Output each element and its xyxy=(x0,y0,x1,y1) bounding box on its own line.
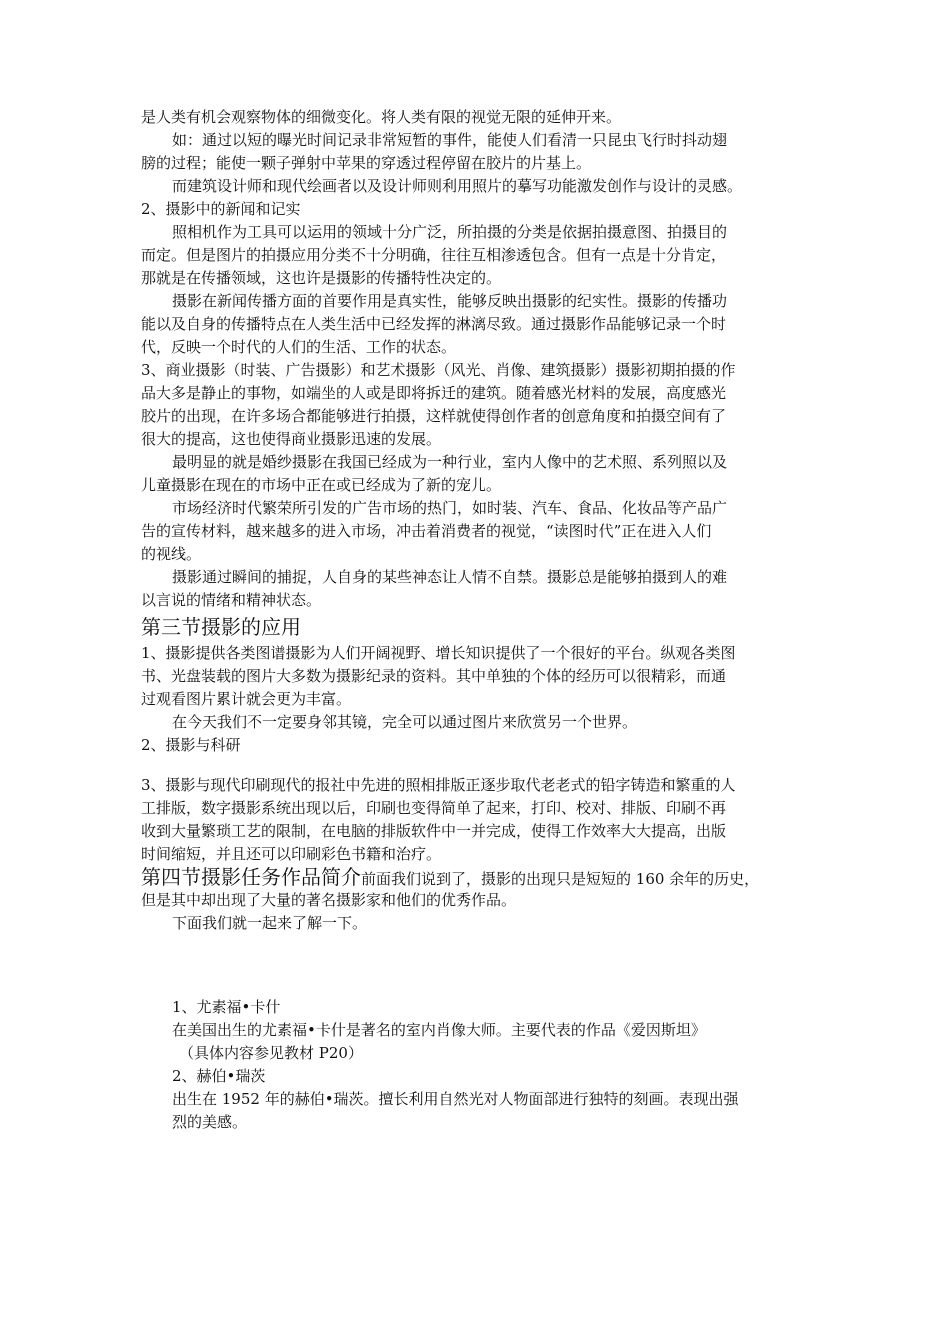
paragraph-line: 以言说的情绪和精神状态。 xyxy=(141,591,322,609)
paragraph-line: 膀的过程；能使一颗子弹射中苹果的穿透过程停留在胶片的片基上。 xyxy=(141,154,592,172)
paragraph-line: 工排版，数字摄影系统出现以后，印刷也变得简单了起来，打印、校对、排版、印刷不再 xyxy=(141,799,727,817)
paragraph-line: 的视线。 xyxy=(141,545,202,563)
section-subheading: 2、摄影中的新闻和记实 xyxy=(141,200,301,218)
paragraph-line: 在今天我们不一定要身邻其镜，完全可以通过图片来欣赏另一个世界。 xyxy=(172,713,638,731)
paragraph-line: 在美国出生的尤素福•卡什是著名的室内肖像大师。主要代表的作品《爱因斯坦》 xyxy=(172,1021,706,1039)
paragraph-line: 品大多是静止的事物，如端坐的人或是即将拆迁的建筑。随着感光材料的发展，高度感光 xyxy=(141,384,727,402)
list-item-title: 2、赫伯•瑞茨 xyxy=(172,1067,266,1085)
paragraph-line: 能以及自身的传播特点在人类生活中已经发挥的淋漓尽致。通过摄影作品能够记录一个时 xyxy=(141,315,727,333)
paragraph-line: 市场经济时代繁荣所引发的广告市场的热门，如时装、汽车、食品、化妆品等产品广 xyxy=(172,499,728,517)
paragraph-line: 代，反映一个时代的人们的生活、工作的状态。 xyxy=(141,338,457,356)
paragraph-line: 照相机作为工具可以运用的领域十分广泛，所拍摄的分类是依据拍摄意图、拍摄目的 xyxy=(172,223,728,241)
paragraph-line: 而定。但是图片的拍摄应用分类不十分明确，往往互相渗透包含。但有一点是十分肯定， xyxy=(141,246,727,264)
paragraph-line: 但是其中却出现了大量的著名摄影家和他们的优秀作品。 xyxy=(141,891,517,909)
paragraph-line: 儿童摄影在现在的市场中正在或已经成为了新的宠儿。 xyxy=(141,476,502,494)
paragraph-line: 如：通过以短的曝光时间记录非常短暂的事件，能使人们看清一只昆虫飞行时抖动翅 xyxy=(172,131,728,149)
paragraph-line: 时间缩短，并且还可以印刷彩色书籍和治疗。 xyxy=(141,845,442,863)
section-heading-line xyxy=(141,866,821,890)
paragraph-line: 最明显的就是婚纱摄影在我国已经成为一种行业，室内人像中的艺术照、系列照以及 xyxy=(172,453,728,471)
section-subheading: 3、摄影与现代印刷现代的报社中先进的照相排版正逐步取代老老式的铅字铸造和繁重的人 xyxy=(141,776,736,794)
paragraph-line: 下面我们就一起来了解一下。 xyxy=(172,914,368,932)
paragraph-line: 那就是在传播领域，这也许是摄影的传播特性决定的。 xyxy=(141,269,502,287)
list-item-title: 1、尤素福•卡什 xyxy=(172,998,281,1016)
paragraph-line: （具体内容参见教材 P20） xyxy=(179,1044,363,1062)
paragraph-line: 告的宣传材料，越来越多的进入市场，冲击着消费者的视觉，“读图时代”正在进入人们 xyxy=(141,522,712,540)
paragraph-line: 胶片的出现，在许多场合都能够进行拍摄，这样就使得创作者的创意角度和拍摄空间有了 xyxy=(141,407,727,425)
section-heading: 第三节摄影的应用 xyxy=(141,615,301,639)
paragraph-line: 很大的提高，这也使得商业摄影迅速的发展。 xyxy=(141,430,442,448)
paragraph-line: 收到大量繁琐工艺的限制，在电脑的排版软件中一并完成，使得工作效率大大提高，出版 xyxy=(141,822,727,840)
paragraph-line: 出生在 1952 年的赫伯•瑞茨。擅长利用自然光对人物面部进行独特的刻画。表现出强 xyxy=(172,1090,739,1108)
paragraph-line: 摄影通过瞬间的捕捉，人自身的某些神态让人情不自禁。摄影总是能够拍摄到人的难 xyxy=(172,568,728,586)
section-heading: 第四节摄影任务作品简介 xyxy=(141,865,361,889)
section-subheading: 3、商业摄影（时装、广告摄影）和艺术摄影（风光、肖像、建筑摄影）摄影初期拍摄的作 xyxy=(141,361,736,379)
paragraph-line: 是人类有机会观察物体的细微变化。将人类有限的视觉无限的延伸开来。 xyxy=(141,108,622,126)
section-subheading: 2、摄影与科研 xyxy=(141,736,241,754)
paragraph-line: 书、光盘装载的图片大多数为摄影纪录的资料。其中单独的个体的经历可以很精彩，而通 xyxy=(141,667,727,685)
paragraph-line: 摄影在新闻传播方面的首要作用是真实性，能够反映出摄影的纪实性。摄影的传播功 xyxy=(172,292,728,310)
paragraph-line: 过观看图片累计就会更为丰富。 xyxy=(141,690,352,708)
paragraph-line: 烈的美感。 xyxy=(172,1113,248,1131)
section-subheading: 1、摄影提供各类图谱摄影为人们开阔视野、增长知识提供了一个很好的平台。纵观各类图 xyxy=(141,644,736,662)
paragraph-line: 而建筑设计师和现代绘画者以及设计师则利用照片的摹写功能激发创作与设计的灵感。 xyxy=(172,177,743,195)
paragraph-text: 前面我们说到了，摄影的出现只是短短的 160 余年的历史， xyxy=(361,870,760,888)
